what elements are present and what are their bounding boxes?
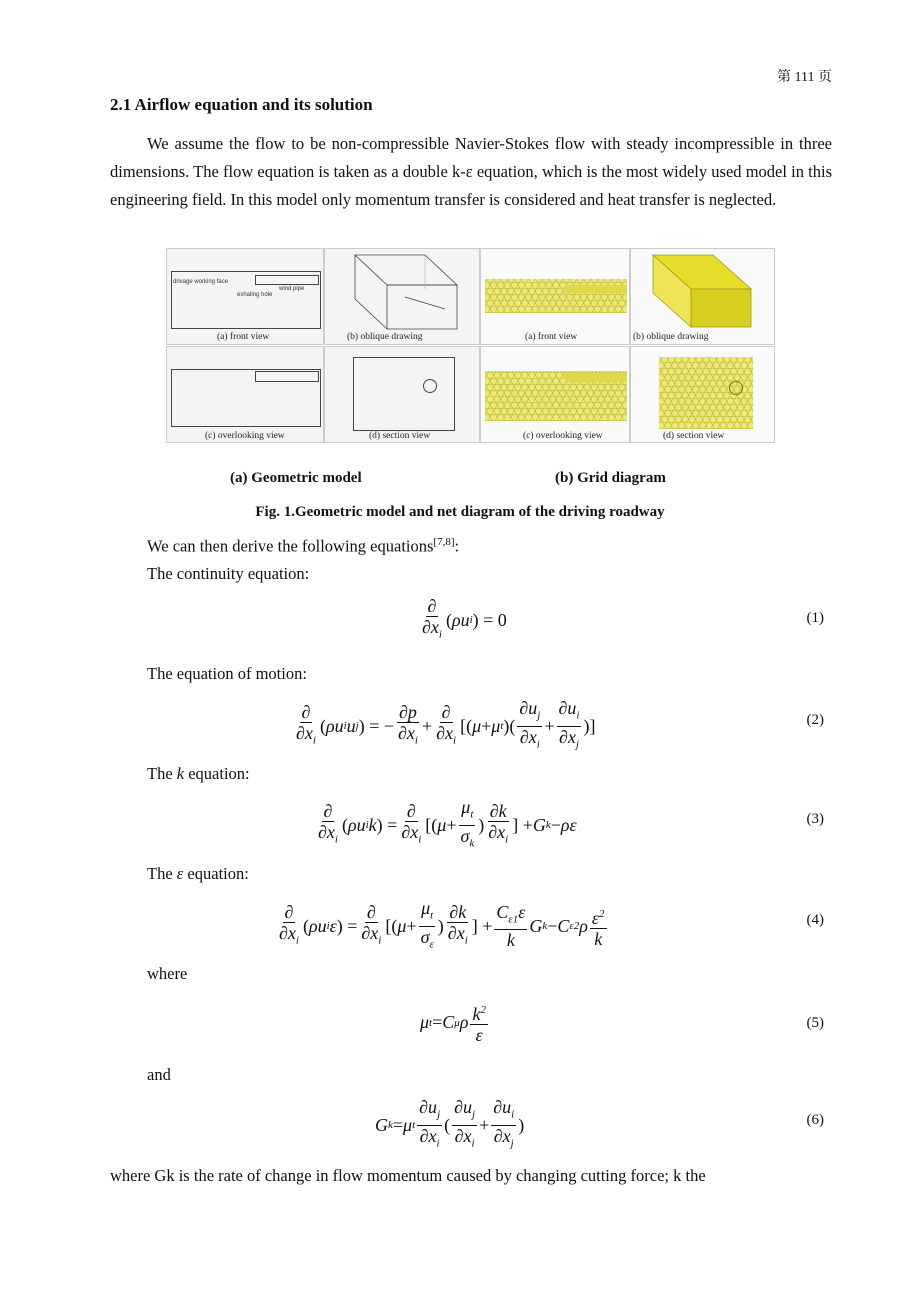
grid-overlooking-view-panel — [480, 346, 630, 443]
and-label: and — [147, 1065, 171, 1084]
grid-section-view-label: (d) section view — [663, 431, 725, 441]
exhaling-hole-label: exhaling hole — [237, 292, 273, 298]
section-heading: 2.1 Airflow equation and its solution — [110, 95, 373, 114]
derive-sentence — [147, 536, 459, 557]
driving-face-label: drivage working face — [173, 279, 229, 285]
grid-oblique-drawing-label: (b) oblique drawing — [633, 332, 709, 342]
equation-4: $\frac{\partial}{\partial x_i}$ ( ρu i ε ) = $\frac{\partial}{\partial x_i}$ [( μ + $\frac{\mu_t}{\sigma_\varepsilon}$ ) $\frac{\partial k}{\partial x_i}$ ] + $\frac{C_{\varepsilon 1}\varepsilon}{k}$ G k − C ε2 ρ $\frac{\varepsilon^2}{k}$ — [279, 898, 605, 951]
eps-label-suffix: equation: — [183, 864, 249, 883]
overlooking-view-label: (c) overlooking view — [205, 431, 285, 441]
grid-front-view-panel — [480, 248, 630, 345]
oblique-drawing-label: (b) oblique drawing — [347, 332, 423, 342]
page-number: 第 111 页 — [777, 70, 832, 85]
overlooking-view-panel — [166, 346, 324, 443]
equation-number-2: (2) — [806, 712, 824, 728]
equation-number-3: (3) — [806, 811, 824, 827]
eps-label-var: ε — [176, 864, 184, 883]
citation-ref: [7,8] — [433, 536, 455, 548]
k-label-var: k — [176, 764, 185, 783]
eps-label-prefix: The — [147, 864, 177, 883]
equation-number-4: (4) — [806, 912, 824, 928]
equation-1: $\frac{\partial}{\partial x_i}$ ( ρu i ) = 0 — [422, 596, 507, 641]
derive-colon: : — [454, 536, 460, 556]
equation-number-6: (6) — [806, 1112, 824, 1128]
equation-number-5: (5) — [806, 1015, 824, 1031]
k-equation-label — [147, 764, 250, 784]
equation-6: G k = μ t $\frac{\partial u_j}{\partial x_i}$ ( $\frac{\partial u_j}{\partial x_i}$ + $\frac{\partial u_i}{\partial x_j}$ ) — [375, 1097, 525, 1150]
front-view-panel — [166, 248, 324, 345]
derive-text: We can then derive the following equations — [147, 536, 434, 556]
subcaption-grid-diagram: (b) Grid diagram — [555, 470, 666, 486]
where-label: where — [147, 964, 188, 983]
wind-pipe-label: wind pipe — [279, 286, 305, 292]
grid-oblique-drawing-panel — [630, 248, 775, 345]
equation-5: μ t = C μ ρ $\frac{k^2}{\varepsilon}$ — [420, 1000, 490, 1045]
equation-2: $\frac{\partial}{\partial x_i}$ ( ρu i u j ) = − $\frac{\partial p}{\partial x_i}$ + $\frac{\partial}{\partial x_i}$ [( μ + μ t )( $\frac{\partial u_j}{\partial x_i}$ + $\frac{\partial u_i}{\partial x_j}$ )] — [296, 698, 596, 751]
section-view-label: (d) section view — [369, 431, 431, 441]
k-label-suffix: equation: — [184, 764, 250, 783]
figure-caption: Fig. 1.Geometric model and net diagram of the driving roadway — [255, 504, 665, 520]
front-view-label: (a) front view — [217, 332, 270, 342]
continuity-label: The continuity equation: — [147, 564, 310, 583]
grid-overlooking-view-label: (c) overlooking view — [523, 431, 603, 441]
intro-paragraph: We assume the flow to be non-compressible Navier-Stokes flow with steady incompressible in three dimensions. The flow equation is taken as a double k-ε equation, which is the most widely used model in this engineering field. In this model only momentum transfer is considered and heat transfer is neglected. — [110, 134, 832, 209]
equation-number-1: (1) — [806, 610, 824, 626]
oblique-drawing-panel — [324, 248, 480, 345]
k-label-prefix: The — [147, 764, 177, 783]
equation-3: $\frac{\partial}{\partial x_i}$ ( ρu i k ) = $\frac{\partial}{\partial x_i}$ [( μ + $\frac{\mu_t}{\sigma_k}$ ) $\frac{\partial k}{\partial x_i}$ ] + G k − ρε — [318, 797, 577, 850]
closing-line: where Gk is the rate of change in flow momentum caused by changing cutting force; k the — [110, 1166, 706, 1185]
motion-label: The equation of motion: — [147, 664, 307, 683]
epsilon-equation-label — [147, 864, 249, 884]
section-view-panel — [324, 346, 480, 443]
subcaption-geometric-model: (a) Geometric model — [230, 470, 362, 486]
grid-section-view-panel — [630, 346, 775, 443]
grid-front-view-label: (a) front view — [525, 332, 578, 342]
